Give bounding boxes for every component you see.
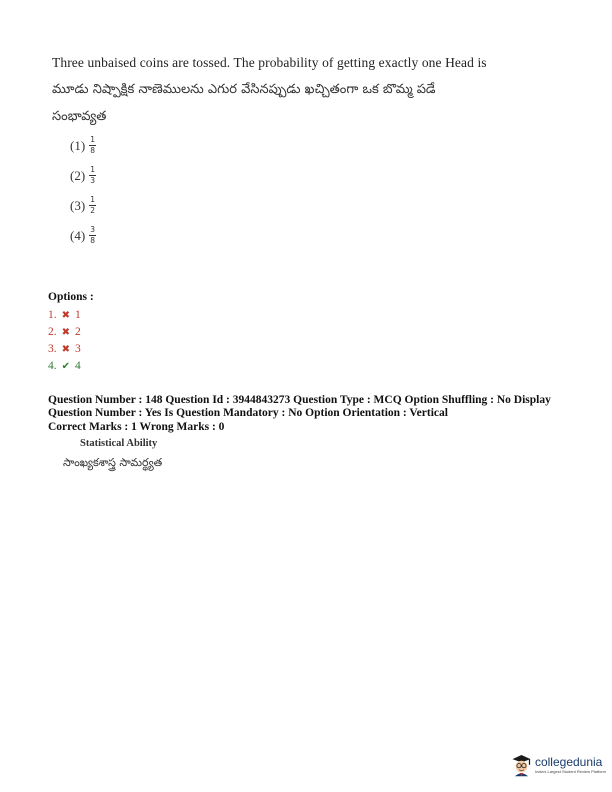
fraction — [89, 166, 96, 185]
denominator: 3 — [90, 176, 96, 185]
choice-label: (3) — [70, 197, 86, 213]
choice-4 — [70, 226, 96, 245]
option-index: 1. — [48, 309, 57, 321]
question-telugu-line1: మూడు నిష్పాక్షిక నాణెములను ఎగుర వేసినప్పుడు ఖచ్చితంగా ఒక బొమ్మ పడే — [52, 82, 436, 97]
question-english: Three unbaised coins are tossed. The probability of getting exactly one Head is — [52, 55, 487, 70]
option-value: 4 — [75, 360, 81, 372]
option-index: 2. — [48, 326, 57, 338]
subject-english: Statistical Ability — [80, 438, 158, 449]
choice-1 — [70, 136, 96, 155]
option-value: 1 — [75, 309, 81, 321]
choice-label: (2) — [70, 167, 86, 183]
meta-line-2: Question Number : Yes Is Question Mandatory : No Option Orientation : Vertical — [48, 407, 448, 419]
brand-tagline: India's Largest Student Review Platform — [534, 768, 606, 774]
wrong-icon: ✖ — [61, 343, 71, 355]
option-value: 3 — [75, 343, 81, 355]
subject-telugu: సాంఖ్యకశాస్త్ర సామర్థ్యత — [63, 456, 163, 469]
choice-label: (1) — [70, 137, 86, 153]
denominator: 2 — [90, 206, 96, 215]
collegedunia-logo-icon — [510, 749, 533, 779]
wrong-icon: ✖ — [61, 309, 71, 321]
choice-3 — [70, 196, 96, 215]
brand-watermark — [510, 748, 606, 780]
fraction — [89, 136, 96, 155]
option-2 — [48, 326, 81, 338]
denominator: 8 — [90, 146, 96, 155]
denominator: 8 — [90, 236, 96, 245]
wrong-icon: ✖ — [61, 326, 71, 338]
check-icon: ✔ — [61, 360, 71, 372]
question-telugu-line2: సంభావ్యత — [52, 109, 107, 124]
option-value: 2 — [75, 326, 81, 338]
option-4 — [48, 360, 81, 372]
choice-label: (4) — [70, 227, 86, 243]
numerator: 1 — [90, 165, 96, 174]
option-1 — [48, 309, 81, 321]
numerator: 1 — [90, 195, 96, 204]
fraction — [89, 196, 96, 215]
fraction — [89, 226, 96, 245]
choice-2 — [70, 166, 96, 185]
option-index: 3. — [48, 343, 57, 355]
brand-name: collegedunia — [534, 754, 603, 769]
numerator: 1 — [90, 135, 96, 144]
option-3 — [48, 343, 81, 355]
meta-line-3: Correct Marks : 1 Wrong Marks : 0 — [48, 421, 225, 433]
brand-text — [535, 755, 606, 774]
options-title: Options : — [48, 291, 94, 303]
meta-line-1: Question Number : 148 Question Id : 3944843273 Question Type : MCQ Option Shuffling : No Display — [48, 394, 551, 406]
option-index: 4. — [48, 360, 57, 372]
numerator: 3 — [90, 225, 96, 234]
